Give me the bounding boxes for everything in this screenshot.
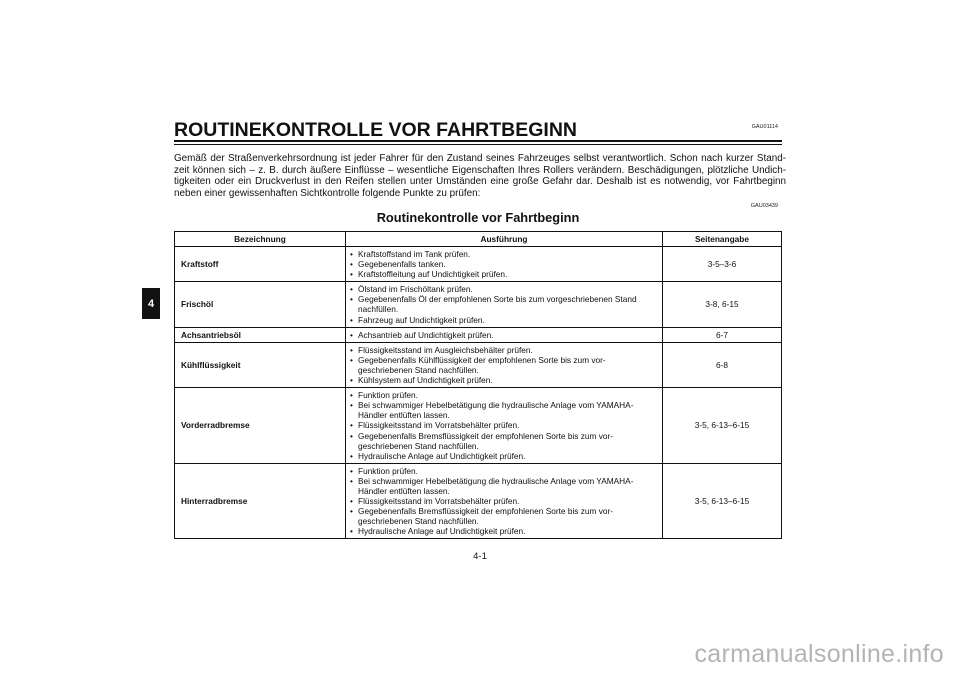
item-steps [346,282,663,327]
step: • Bei schwammiger Hebelbetätigung die hydraulische Anlage vom YAMAHA-Händler entlüften lassen. [350,400,658,420]
step: • Fahrzeug auf Undichtigkeit prüfen. [350,315,658,325]
section-code: GAU03439 [750,203,778,209]
column-header-pages: Seitenangabe [663,232,782,247]
item-name: Hinterradbremse [175,463,346,539]
step: • Kraftstoffleitung auf Undichtigkeit prüfen. [350,269,658,279]
column-header-action: Ausführung [346,232,663,247]
step: • Hydraulische Anlage auf Undichtigkeit prüfen. [350,451,658,461]
table-row [175,388,782,464]
item-steps [346,463,663,539]
table-row [175,463,782,539]
table-row [175,327,782,342]
item-pages: 3-8, 6-15 [663,282,782,327]
step: • Gegebenenfalls Bremsflüssigkeit der empfohlenen Sorte bis zum vor-geschriebenen Stand nachfüllen. [350,506,658,526]
step: • Ölstand im Frischöltank prüfen. [350,284,658,294]
item-name: Kühlflüssigkeit [175,342,346,387]
step: • Kraftstoffstand im Tank prüfen. [350,249,658,259]
item-name: Vorderradbremse [175,388,346,464]
step: • Kühlsystem auf Undichtigkeit prüfen. [350,375,658,385]
item-steps [346,342,663,387]
item-steps [346,388,663,464]
step: • Flüssigkeitsstand im Vorratsbehälter prüfen. [350,496,658,506]
step: • Bei schwammiger Hebelbetätigung die hydraulische Anlage vom YAMAHA-Händler entlüften lassen. [350,476,658,496]
item-pages: 6-7 [663,327,782,342]
item-name: Achsantriebsöl [175,327,346,342]
page-title: ROUTINEKONTROLLE VOR FAHRTBEGINN [174,119,577,141]
step: • Gegebenenfalls tanken. [350,259,658,269]
table-row [175,282,782,327]
step: • Achsantrieb auf Undichtigkeit prüfen. [350,330,658,340]
item-pages: 3-5, 6-13–6-15 [663,463,782,539]
item-steps [346,327,663,342]
intro-paragraph: Gemäß der Straßenverkehrsordnung ist jeder Fahrer für den Zustand seines Fahrzeuges selbst verantwortlich. Schon nach kurzer Stand-zeit können sich – z. B. durch äußere Einflüsse – wesentliche Eigenschaften Ihres Rollers verändern. Beschädigungen, plötzliche Undich-tigkeiten oder ein Druckverlust in den Reifen stellen unter Umständen eine große Gefahr dar. Deshalb ist es notwendig, vor Fahrtbeginn neben einer gewissenhaften Sichtkontrolle folgende Punkte zu prüfen: [174,153,786,199]
table-row [175,247,782,282]
item-pages: 6-8 [663,342,782,387]
item-steps [346,247,663,282]
section-title: Routinekontrolle vor Fahrtbeginn [376,210,580,225]
chapter-tab: 4 [142,288,160,319]
item-name: Kraftstoff [175,247,346,282]
title-rule-thick [174,140,782,142]
table-header-row [175,232,782,247]
step: • Funktion prüfen. [350,466,658,476]
step: • Gegebenenfalls Bremsflüssigkeit der empfohlenen Sorte bis zum vor-geschriebenen Stand nachfüllen. [350,431,658,451]
step: • Funktion prüfen. [350,390,658,400]
page-number: 4-1 [473,551,487,562]
item-pages: 3-5, 6-13–6-15 [663,388,782,464]
checklist-table [174,231,782,539]
step: • Gegebenenfalls Kühlflüssigkeit der empfohlenen Sorte bis zum vor-geschriebenen Stand nachfüllen. [350,355,658,375]
title-rule-thin [174,144,782,145]
step: • Gegebenenfalls Öl der empfohlenen Sorte bis zum vorgeschriebenen Stand nachfüllen. [350,294,658,314]
watermark: carmanualsonline.info [694,640,944,668]
step: • Hydraulische Anlage auf Undichtigkeit prüfen. [350,526,658,536]
item-name: Frischöl [175,282,346,327]
step: • Flüssigkeitsstand im Vorratsbehälter prüfen. [350,420,658,430]
item-pages: 3-5–3-6 [663,247,782,282]
step: • Flüssigkeitsstand im Ausgleichsbehälter prüfen. [350,345,658,355]
column-header-name: Bezeichnung [175,232,346,247]
header-code: GAU01114 [751,124,778,130]
table-row [175,342,782,387]
